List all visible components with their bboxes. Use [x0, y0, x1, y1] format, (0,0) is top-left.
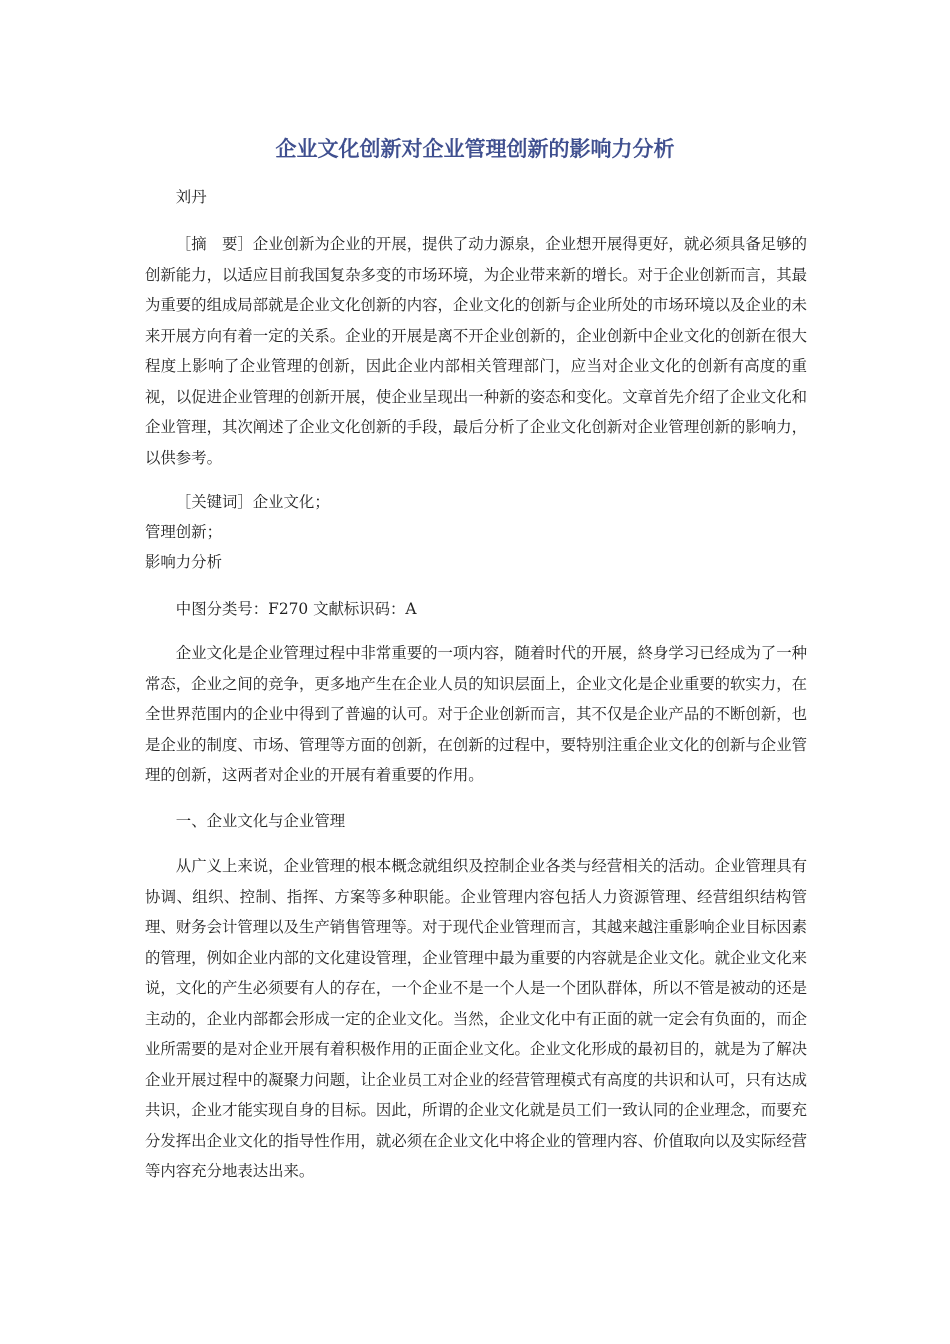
keyword-line: 管理创新； [145, 523, 222, 541]
abstract-paragraph: ［摘 要］企业创新为企业的开展，提供了动力源泉，企业想开展得更好，就必须具备足够的创新能力，以适应目前我国复杂多变的市场环境，为企业带来新的增长。对于企业创新而言，其最为重要的组成局部就是企业文化创新的内容，企业文化的创新与企业所处的市场环境以及企业的未来开展方向有着一定的关系。企业的开展是离不开企业创新的，企业创新中企业文化的创新在很大程度上影响了企业管理的创新，因此企业内部相关管理部门，应当对企业文化的创新有高度的重视，以促进企业管理的创新开展，使企业呈现出一种新的姿态和变化。文章首先介绍了企业文化和企业管理，其次阐述了企业文化创新的手段，最后分析了企业文化创新对企业管理创新的影响力，以供参考。 [145, 235, 807, 467]
section-heading: 一、企业文化与企业管理 [175, 812, 346, 830]
section-body-paragraph: 从广义上来说，企业管理的根本概念就组织及控制企业各类与经营相关的活动。企业管理具有协调、组织、控制、指挥、方案等多种职能。企业管理内容包括人力资源管理、经营组织结构管理、财务会计管理以及生产销售管理等。对于现代企业管理而言，其越来越注重影响企业目标因素的管理，例如企业内部的文化建设管理，企业管理中最为重要的内容就是企业文化。就企业文化来说，文化的产生必须要有人的存在，一个企业不是一个人是一个团队群体，所以不管是被动的还是主动的，企业内部都会形成一定的企业文化。当然，企业文化中有正面的就一定会有负面的，而企业所需要的是对企业开展有着积极作用的正面企业文化。企业文化形成的最初目的，就是为了解决企业开展过程中的凝聚力问题，让企业员工对企业的经营管理模式有高度的共识和认可，只有达成共识，企业才能实现自身的目标。因此，所谓的企业文化就是员工们一致认同的企业理念，而要充分发挥出企业文化的指导性作用，就必须在企业文化中将企业的管理内容、价值取向以及实际经营等内容充分地表达出来。 [145, 857, 807, 1180]
classification-line: 中图分类号：F270 文献标识码：A [175, 600, 417, 618]
author-name: 刘丹 [175, 188, 207, 206]
keyword-line: ［关键词］企业文化； [175, 493, 330, 511]
article-title: 企业文化创新对企业管理创新的影响力分析 [275, 137, 675, 161]
intro-paragraph: 企业文化是企业管理过程中非常重要的一项内容，随着时代的开展，終身学习已经成为了一种常态，企业之间的竞争，更多地产生在企业人员的知识层面上，企业文化是企业重要的软实力，在全世界范围内的企业中得到了普遍的认可。对于企业创新而言，其不仅是企业产品的不断创新，也是企业的制度、市场、管理等方面的创新，在创新的过程中，要特别注重企业文化的创新与企业管理的创新，这两者对企业的开展有着重要的作用。 [145, 644, 807, 784]
keyword-line: 影响力分析 [145, 553, 222, 571]
